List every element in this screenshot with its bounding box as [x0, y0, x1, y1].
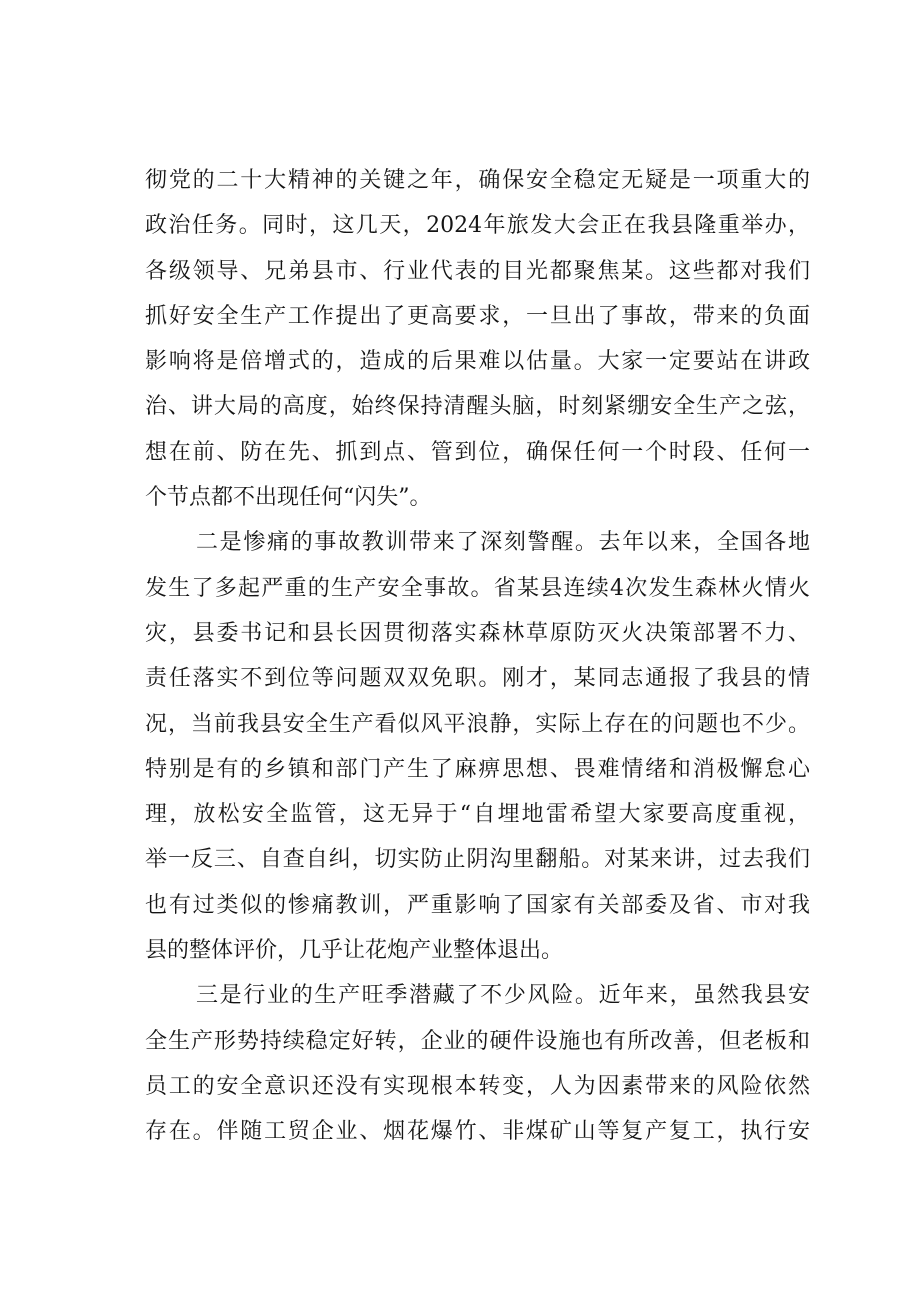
- text-line-12: 责任落实不到位等问题双双免职。刚才，某同志通报了我县的情: [145, 666, 810, 692]
- text-line-8: 个节点都不出现任何“闪失”。: [145, 485, 432, 511]
- text-line-11: 灾，县委书记和县长因贯彻落实森林草原防灭火决策部署不力、: [145, 620, 810, 646]
- text-line-2: 政治任务。同时，这几天，2024年旅发大会正在我县隆重举办，: [145, 213, 810, 239]
- text-line-1: 彻党的二十大精神的关键之年，确保安全稳定无疑是一项重大的: [145, 168, 810, 193]
- text-line-4: 抓好安全生产工作提出了更高要求，一旦出了事故，带来的负面: [145, 303, 810, 329]
- text-line-3: 各级领导、兄弟县市、行业代表的目光都聚焦某。这些都对我们: [145, 258, 810, 284]
- text-line-9: 二是惨痛的事故教训带来了深刻警醒。去年以来，全国各地: [196, 530, 810, 556]
- text-line-6: 治、讲大局的高度，始终保持清醒头脑，时刻紧绷安全生产之弦，: [145, 394, 810, 420]
- text-line-13: 况，当前我县安全生产看似风平浪静，实际上存在的问题也不少。: [145, 711, 810, 737]
- text-line-20: 全生产形势持续稳定好转，企业的硬件设施也有所改善，但老板和: [145, 1028, 810, 1054]
- text-line-18: 县的整体评价，几乎让花炮产业整体退出。: [145, 938, 564, 964]
- text-line-5: 影响将是倍增式的，造成的后果难以估量。大家一定要站在讲政: [145, 349, 810, 375]
- text-line-10: 发生了多起严重的生产安全事故。省某县连续4次发生森林火情火: [145, 575, 810, 601]
- text-line-7: 想在前、防在先、抓到点、管到位，确保任何一个时段、任何一: [145, 439, 810, 465]
- body-text: [145, 158, 810, 1155]
- text-line-14: 特别是有的乡镇和部门产生了麻痹思想、畏难情绪和消极懈怠心: [145, 756, 810, 782]
- text-line-15: 理，放松安全监管，这无异于“自埋地雷希望大家要高度重视，: [145, 802, 810, 828]
- text-line-22: 存在。伴随工贸企业、烟花爆竹、非煤矿山等复产复工，执行安: [145, 1119, 810, 1145]
- text-line-17: 也有过类似的惨痛教训，严重影响了国家有关部委及省、市对我: [145, 892, 810, 918]
- text-line-21: 员工的安全意识还没有实现根本转变，人为因素带来的风险依然: [145, 1073, 810, 1099]
- text-line-19: 三是行业的生产旺季潜藏了不少风险。近年来，虽然我县安: [196, 983, 810, 1009]
- text-line-16: 举一反三、自查自纠，切实防止阴沟里翻船。对某来讲，过去我们: [145, 847, 810, 873]
